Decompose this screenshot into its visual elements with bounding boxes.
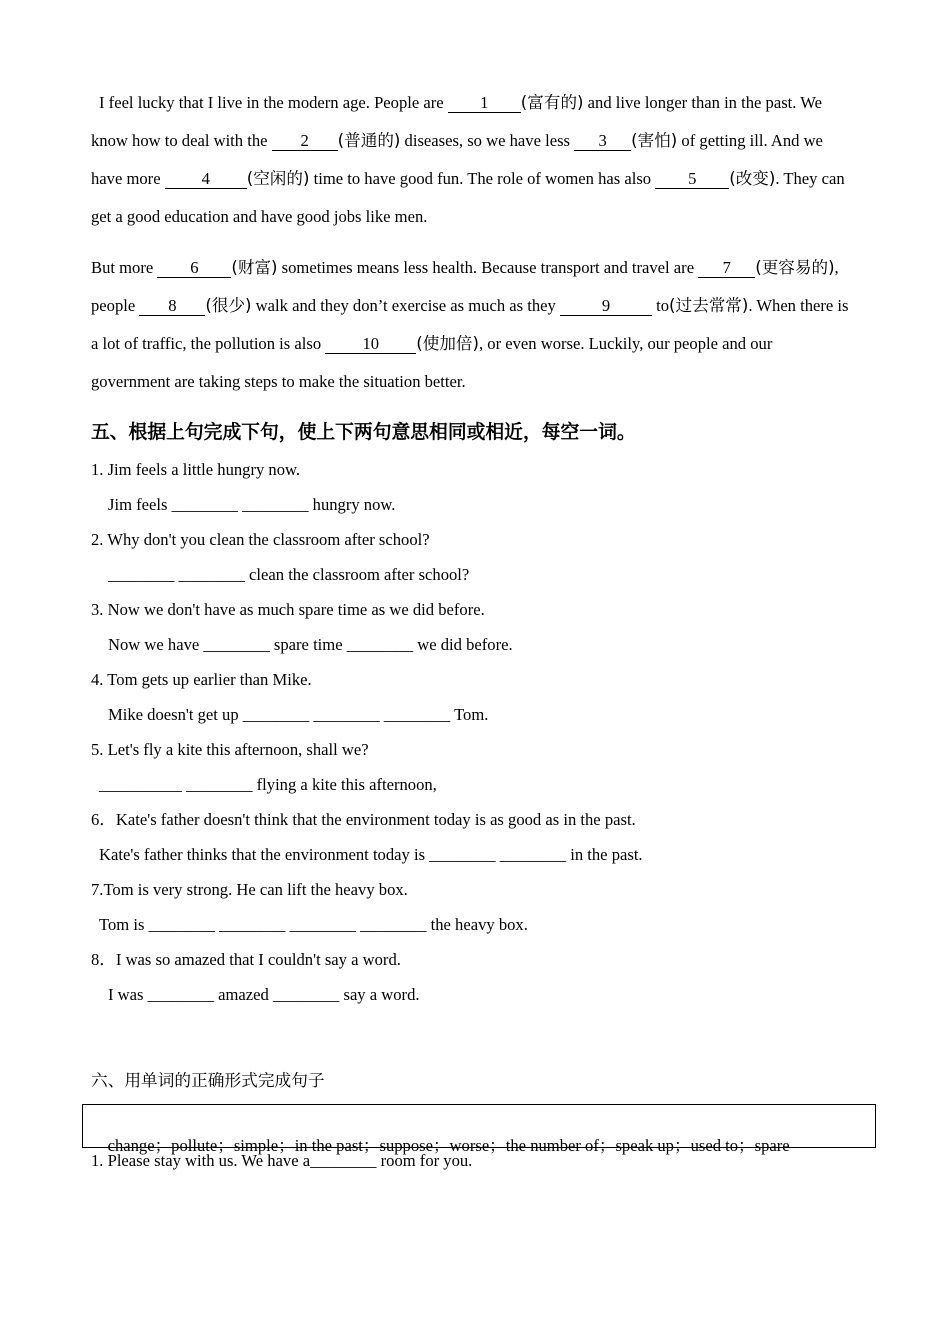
chinese-hint: (富有的) (520, 93, 584, 112)
passage-paragraph-1 (91, 84, 845, 236)
section-6-heading: 六、用单词的正确形式完成句子 (91, 1070, 325, 1090)
passage-text: of getting ill. And we (677, 131, 823, 150)
word-bank-text: change；pollute；simple；in the past；suppose；worse；the number of；speak up；used to；spare (107, 1136, 790, 1155)
passage-blank-2: 2 (272, 133, 338, 151)
question-1-prompt: 1. Jim feels a little hungry now. (91, 460, 301, 479)
passage-text: , (834, 258, 839, 277)
passage-text: get a good education and have good jobs like men. (91, 207, 428, 226)
question-4-answer-line: Mike doesn't get up ________ ________ ________ Tom. (108, 705, 489, 724)
question-8-answer-line: I was ________ amazed ________ say a word. (108, 985, 420, 1004)
passage-blank-10: 10 (325, 336, 416, 354)
chinese-hint: (空闲的) (246, 169, 310, 188)
passage-text: and live longer than in the past. We (583, 93, 822, 112)
passage-blank-9: 9 (560, 298, 652, 316)
passage-blank-7: 7 (698, 260, 755, 278)
passage-text: a lot of traffic, the pollution is also (91, 334, 326, 353)
passage-line (91, 84, 845, 122)
passage-blank-1: 1 (448, 95, 521, 113)
section-6-item-1: 1. Please stay with us. We have a________ room for you. (91, 1151, 473, 1170)
passage-text: have more (91, 169, 165, 188)
passage-text: people (91, 296, 140, 315)
passage-text: But more (91, 258, 158, 277)
chinese-hint: (更容易的) (755, 258, 835, 277)
question-2-answer-line: ________ ________ clean the classroom after school? (108, 565, 470, 584)
passage-text: diseases, so we have less (400, 131, 575, 150)
passage-text: time to have good fun. The role of women has also (309, 169, 656, 188)
question-5-answer-line: __________ ________ flying a kite this afternoon, (99, 775, 437, 794)
chinese-hint: (很少) (205, 296, 252, 315)
passage-line (91, 325, 849, 363)
question-6-answer-line: Kate's father thinks that the environment today is ________ ________ in the past. (99, 845, 643, 864)
passage-text: sometimes means less health. Because transport and travel are (277, 258, 699, 277)
passage-text: . They can (775, 169, 845, 188)
passage-blank-3: 3 (574, 133, 631, 151)
passage-blank-5: 5 (655, 171, 729, 189)
passage-text: to (651, 296, 670, 315)
question-1-answer-line: Jim feels ________ ________ hungry now. (108, 495, 396, 514)
passage-line (91, 160, 845, 198)
passage-line (91, 363, 849, 401)
chinese-hint: (财富) (231, 258, 278, 277)
question-8-prompt: 8．I was so amazed that I couldn't say a word. (91, 950, 401, 969)
passage-line (91, 287, 849, 325)
passage-line (91, 198, 845, 236)
chinese-hint: (害怕) (631, 131, 678, 150)
question-7-prompt: 7.Tom is very strong. He can lift the heavy box. (91, 880, 408, 899)
question-7-answer-line: Tom is ________ ________ ________ ________ the heavy box. (99, 915, 528, 934)
passage-blank-4: 4 (165, 171, 247, 189)
section-5-heading: 五、根据上句完成下句，使上下两句意思相同或相近，每空一词。 (91, 422, 636, 443)
passage-blank-6: 6 (157, 260, 231, 278)
question-3-prompt: 3. Now we don't have as much spare time as we did before. (91, 600, 485, 619)
question-5-prompt: 5. Let's fly a kite this afternoon, shall we? (91, 740, 369, 759)
chinese-hint: (改变) (729, 169, 776, 188)
chinese-hint: (过去常常) (669, 296, 749, 315)
passage-text: I feel lucky that I live in the modern age. People are (99, 93, 448, 112)
passage-paragraph-2 (91, 249, 849, 401)
passage-line (91, 249, 849, 287)
passage-text: know how to deal with the (91, 131, 272, 150)
passage-text: , or even worse. Luckily, our people and our (479, 334, 773, 353)
word-bank-box (82, 1104, 876, 1155)
question-2-prompt: 2. Why don't you clean the classroom after school? (91, 530, 430, 549)
passage-text: . When there is (748, 296, 849, 315)
question-4-prompt: 4. Tom gets up earlier than Mike. (91, 670, 312, 689)
chinese-hint: (普通的) (337, 131, 401, 150)
passage-text: government are taking steps to make the situation better. (91, 372, 466, 391)
passage-line (91, 122, 845, 160)
passage-blank-8: 8 (139, 298, 205, 316)
question-3-answer-line: Now we have ________ spare time ________ we did before. (108, 635, 513, 654)
section-5-questions (91, 452, 643, 1012)
chinese-hint: (使加倍) (416, 334, 479, 353)
question-6-prompt: 6．Kate's father doesn't think that the environment today is as good as in the past. (91, 810, 636, 829)
passage-text: walk and they don’t exercise as much as they (251, 296, 560, 315)
